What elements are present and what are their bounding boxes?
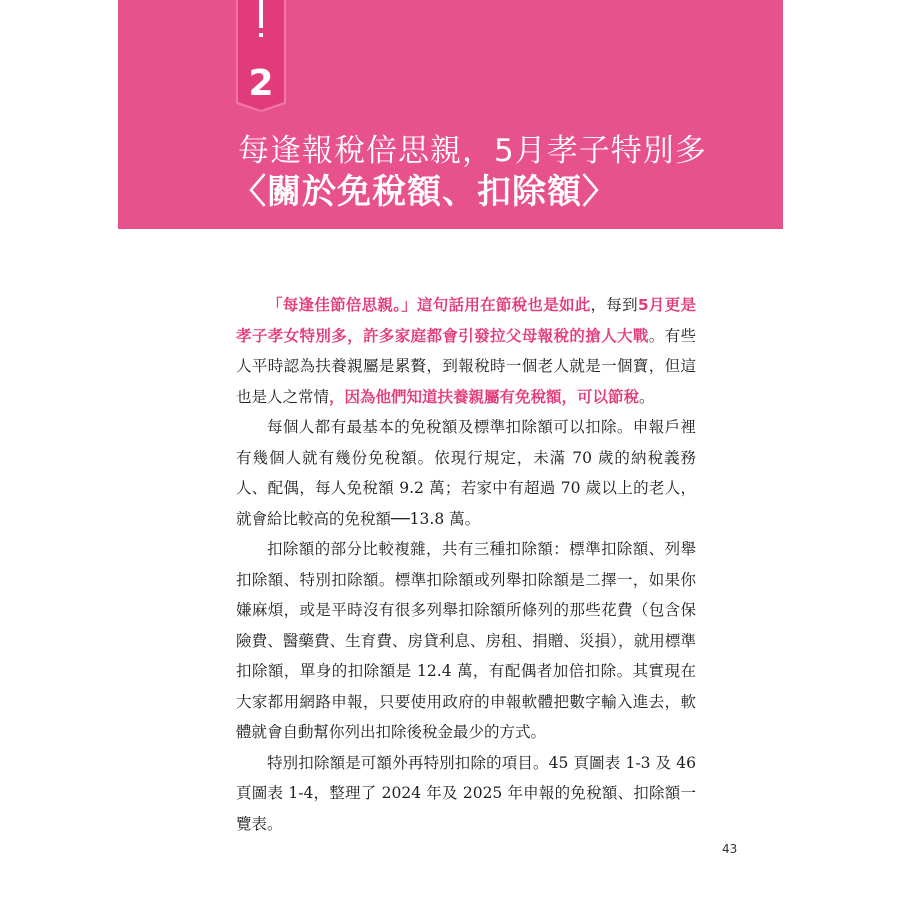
chapter-subtitle: 〈關於免稅額、扣除額〉 xyxy=(232,172,617,212)
body-text xyxy=(236,290,696,839)
paragraph-text: 每個人都有最基本的免稅額及標準扣除額可以扣除。申報戶裡有幾個人就有幾份免稅額。依現行規定，未滿 70 歲的納稅義務人、配偶，每人免稅額 9.2 萬；若家中有超過 70 歲以上的老人，就會給比較高的免稅額──13.8 萬。 xyxy=(236,418,696,528)
highlighted-text: 「每逢佳節倍思親。」這句話用在節稅也是如此 xyxy=(267,296,591,314)
body-paragraph xyxy=(236,290,696,412)
chapter-number: 2 xyxy=(248,63,274,104)
highlighted-text: 5月更是孝子孝女特別多，許多家庭都會引發拉父母報稅的搶人大戰 xyxy=(236,296,696,345)
chapter-tag xyxy=(236,0,286,112)
chapter-title: 每逢報稅倍思親，5月孝子特別多 xyxy=(238,133,707,169)
paragraph-text: 特別扣除額是可額外再特別扣除的項目。45 頁圖表 1-3 及 46 頁圖表 1-4，整理了 2024 年及 2025 年申報的免稅額、扣除額一覽表。 xyxy=(236,753,696,833)
paragraph-text: ，每到 xyxy=(590,296,638,314)
exclamation-icon xyxy=(259,0,263,28)
body-paragraph xyxy=(236,412,696,534)
paragraph-text: 。有些人平時認為扶養親屬是累贅，到報稅時一個老人就是一個寶，但這也是人之常情 xyxy=(236,326,696,406)
page-number: 43 xyxy=(722,842,738,856)
highlighted-text: ，因為他們知道扶養親屬有免稅額，可以節稅 xyxy=(329,387,640,406)
paragraph-text: 。 xyxy=(639,387,655,406)
body-paragraph xyxy=(236,534,696,748)
paragraph-text: 扣除額的部分比較複雜，共有三種扣除額：標準扣除額、列舉扣除額、特別扣除額。標準扣除額或列舉扣除額是二擇一，如果你嫌麻煩，或是平時沒有很多列舉扣除額所條列的那些花費（包含保險費、醫藥費、生育費、房貸利息、房租、捐贈、災損），就用標準扣除額，單身的扣除額是 12.4 萬，有配偶者加倍扣除。其實現在大家都用網路申報，只要使用政府的申報軟體把數字輸入進去，軟體就會自動幫你列出扣除後稅金最少的方式。 xyxy=(236,540,696,741)
body-paragraph xyxy=(236,748,696,840)
